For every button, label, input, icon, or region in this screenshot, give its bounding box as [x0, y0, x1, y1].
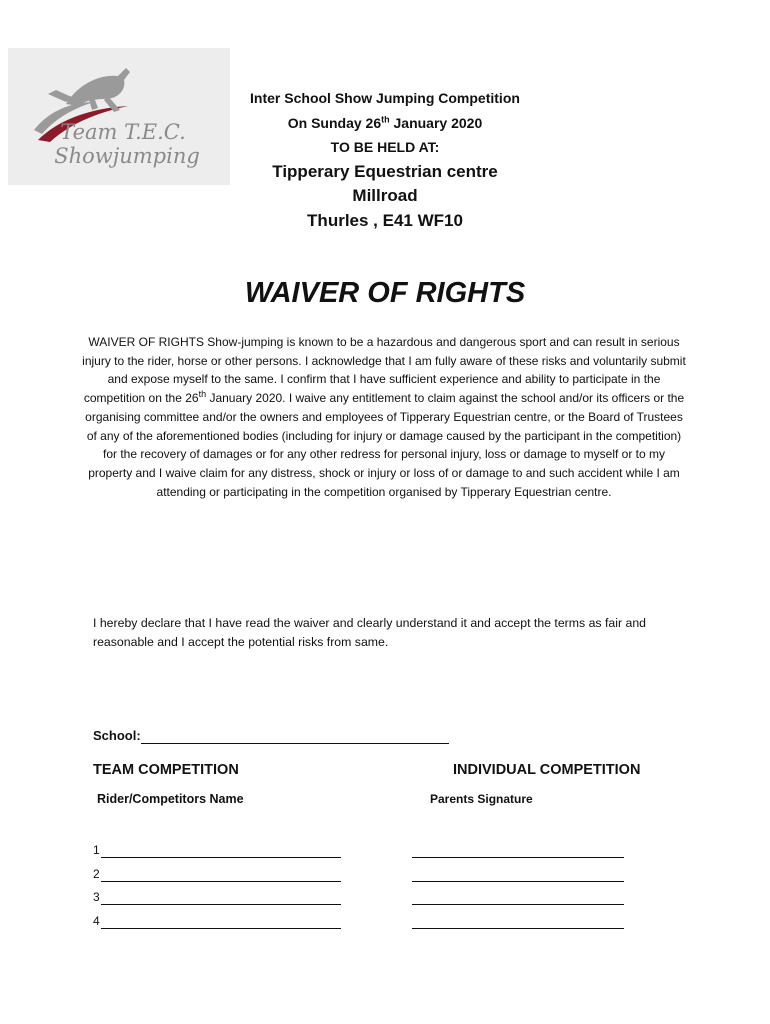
venue-town: Thurles , E41 WF10: [307, 211, 463, 230]
logo-subtitle: Showjumping: [54, 144, 200, 168]
row-number: 2: [93, 866, 100, 881]
page-title: WAIVER OF RIGHTS: [244, 277, 526, 309]
row-number: 3: [93, 890, 100, 904]
team-tec-logo: [8, 48, 230, 185]
event-date: [200, 115, 570, 131]
rider-name-heading: Rider/Competitors Name: [97, 792, 244, 806]
parent-signature-line[interactable]: [412, 857, 624, 858]
rider-name-line[interactable]: [101, 904, 341, 905]
held-at-label: TO BE HELD AT:: [330, 139, 440, 155]
competitor-row: [93, 867, 653, 891]
school-input-line[interactable]: [141, 743, 449, 744]
team-competition-heading: TEAM COMPETITION: [93, 762, 239, 778]
venue-road: Millroad: [352, 186, 418, 205]
individual-competition-heading: INDIVIDUAL COMPETITION: [453, 762, 641, 778]
declaration-paragraph: I hereby declare that I have read the waiver and clearly understand it and accept the terms as fair and reasonable and I accept the potential risks from same.: [93, 616, 646, 649]
rider-name-line[interactable]: [101, 857, 341, 858]
row-number: 1: [93, 843, 100, 857]
logo-title: Team T.E.C.: [60, 120, 186, 144]
waiver-text-part1: WAIVER OF RIGHTS Show-jumping is known to be a hazardous and dangerous sport and can result in serious injury to the rider, horse or other persons. I acknowledge that I am fully aware of these risks and voluntarily submit and expose myself to the same. I confirm that I have sufficient experience and ability to participate in the competition on the 26: [82, 335, 686, 406]
event-date-month: January 2020: [389, 115, 483, 131]
competitor-row: [93, 914, 653, 938]
parent-signature-line[interactable]: [412, 881, 624, 882]
competitor-row: [93, 843, 653, 867]
rider-name-line[interactable]: [101, 928, 341, 929]
row-number: 4: [93, 913, 100, 928]
waiver-text-part2: January 2020. I waive any entitlement to claim against the school and/or its officers or the organising committee and/or the owners and employees of Tipperary Equestrian centre, or the Board of Trustees of any of the aforementioned bodies (including for injury or damage caused by the participant in the competition) for the recovery of damages or for any other redress for personal injury, loss or damage to myself or to my property and I waive claim for any distress, shock or injury or loss of or damage to and such accident while I am attending or participating in the competition organised by Tipperary Equestrian centre.: [85, 391, 685, 499]
event-date-prefix: On Sunday 26: [287, 115, 382, 131]
competitor-rows: [93, 843, 653, 937]
waiver-date-suffix: th: [198, 389, 207, 400]
venue-name: Tipperary Equestrian centre: [272, 162, 498, 181]
parent-signature-heading: Parents Signature: [430, 792, 533, 806]
school-label: School:: [93, 728, 141, 743]
event-date-suffix: th: [381, 114, 390, 125]
waiver-paragraph: [80, 333, 688, 501]
event-title: Inter School Show Jumping Competition: [250, 90, 520, 106]
parent-signature-line[interactable]: [412, 904, 624, 905]
competitor-row: [93, 890, 653, 914]
rider-name-line[interactable]: [101, 881, 341, 882]
parent-signature-line[interactable]: [412, 928, 624, 929]
